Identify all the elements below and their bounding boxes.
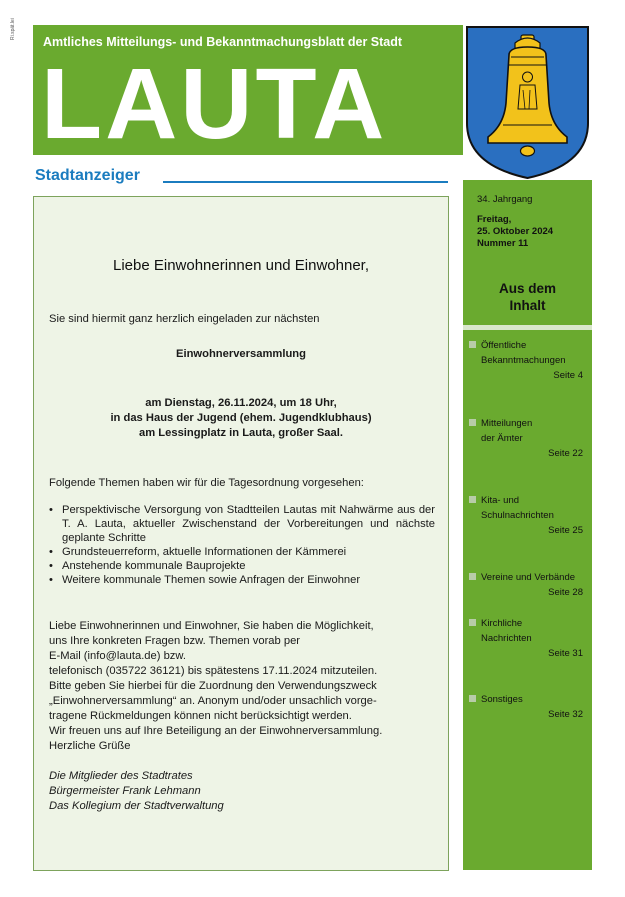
toc-item-label: Vereine und Verbände [481, 572, 576, 583]
sidebar [463, 180, 592, 870]
toc-item-label: Öffentliche [481, 340, 527, 351]
list-item: • Anstehende kommunale Bauprojekte [49, 559, 435, 573]
signature-line: Bürgermeister Frank Lehmann [49, 785, 201, 797]
closing-line: uns Ihre konkreten Fragen bzw. Themen vorab per [49, 635, 301, 647]
crest-panel [463, 25, 592, 180]
article-panel [33, 196, 449, 871]
bullet-square-icon [469, 695, 476, 702]
toc-item-page: Seite 31 [548, 648, 583, 659]
section-divider [163, 181, 448, 183]
toc-item-label: Kita- und [481, 495, 520, 506]
toc-item-label2: der Ämter [481, 433, 523, 444]
topics-intro: Folgende Themen haben wir für die Tagesordnung vorgesehen: [49, 477, 364, 489]
toc-item[interactable] [469, 570, 587, 600]
toc-item-page: Seite 22 [548, 448, 583, 459]
toc-item-label2: Schulnachrichten [481, 510, 554, 521]
toc-item-page: Seite 32 [548, 709, 583, 720]
closing-line: telefonisch (035722 36121) bis spätestens 17.11.2024 mitzuteilen. [49, 665, 378, 677]
toc-item-label2: Nachrichten [481, 633, 532, 644]
issue-meta [477, 194, 553, 250]
event-when-line2: in das Haus der Jugend (ehem. Jugendklubhaus) [110, 412, 372, 424]
article-heading: Liebe Einwohnerinnen und Einwohner, [112, 257, 370, 274]
issue-year: 34. Jahrgang [477, 194, 533, 205]
issue-date-line2: 25. Oktober 2024 [477, 226, 554, 237]
event-title: Einwohnerversammlung [176, 348, 306, 360]
toc-item[interactable] [469, 493, 587, 538]
list-item: • Grundsteuerreform, aktuelle Informationen der Kämmerei [49, 545, 435, 559]
contents-heading [463, 280, 592, 314]
list-item: • Perspektivische Versorgung von Stadtteilen Lautas mit Nahwärme aus der T. A. Lauta, aktueller Zwischenstand der Vorbereitungen und nächste geplante Schritte [49, 503, 435, 545]
bullet-square-icon [469, 341, 476, 348]
city-crest-bell-icon [463, 25, 592, 180]
closing-line: E-Mail (info@lauta.de) bzw. [49, 650, 186, 662]
toc-item-page: Seite 28 [548, 587, 583, 598]
toc-item-label: Sonstiges [481, 694, 523, 705]
list-item: • Weitere kommunale Themen sowie Anfragen der Einwohner [49, 573, 435, 587]
masthead [33, 25, 463, 160]
contents-divider [463, 325, 592, 330]
closing-line: Wir freuen uns auf Ihre Beteiligung an der Einwohnerversammlung. [49, 725, 383, 737]
closing-line: Herzliche Grüße [49, 740, 131, 752]
contents-heading-line2: Inhalt [509, 298, 546, 313]
toc-item[interactable] [469, 692, 587, 722]
toc-item[interactable] [469, 416, 587, 461]
bullet-square-icon [469, 619, 476, 626]
closing-text [49, 619, 435, 754]
signature [49, 769, 435, 814]
masthead-title: LAUTA [41, 48, 388, 160]
toc-item[interactable] [469, 616, 587, 661]
article-intro: Sie sind hiermit ganz herzlich eingeladen zur nächsten [49, 313, 320, 325]
closing-line: „Einwohnerversammlung“ an. Anonym und/oder unsachlich vorge- [49, 695, 377, 707]
section-label: Stadtanzeiger [35, 167, 140, 184]
toc-item-label2: Bekanntmachungen [481, 355, 566, 366]
bullet-square-icon [469, 496, 476, 503]
event-when-line1: am Dienstag, 26.11.2024, um 18 Uhr, [145, 397, 337, 409]
edge-note: Ri.spät.lei [10, 18, 16, 40]
toc-item-page: Seite 4 [553, 370, 583, 381]
issue-number: Nummer 11 [477, 238, 529, 249]
bullet-square-icon [469, 573, 476, 580]
issue-date-line1: Freitag, [477, 214, 512, 225]
closing-line: tragene Rückmeldungen können nicht berücksichtigt werden. [49, 710, 352, 722]
toc-item-label: Mitteilungen [481, 418, 533, 429]
closing-line: Liebe Einwohnerinnen und Einwohner, Sie haben die Möglichkeit, [49, 620, 374, 632]
signature-line: Das Kollegium der Stadtverwaltung [49, 800, 224, 812]
topics-list [49, 503, 435, 587]
masthead-subtitle: Amtliches Mitteilungs- und Bekanntmachungsblatt der Stadt [43, 35, 403, 49]
toc-item-label: Kirchliche [481, 618, 523, 629]
event-when-line3: am Lessingplatz in Lauta, großer Saal. [139, 427, 343, 439]
contents-heading-line1: Aus dem [498, 281, 556, 296]
toc-item[interactable] [469, 338, 587, 383]
closing-line: Bitte geben Sie hierbei für die Zuordnung den Verwendungszweck [49, 680, 377, 692]
signature-line: Die Mitglieder des Stadtrates [49, 770, 193, 782]
bullet-square-icon [469, 419, 476, 426]
toc-item-page: Seite 25 [548, 525, 583, 536]
